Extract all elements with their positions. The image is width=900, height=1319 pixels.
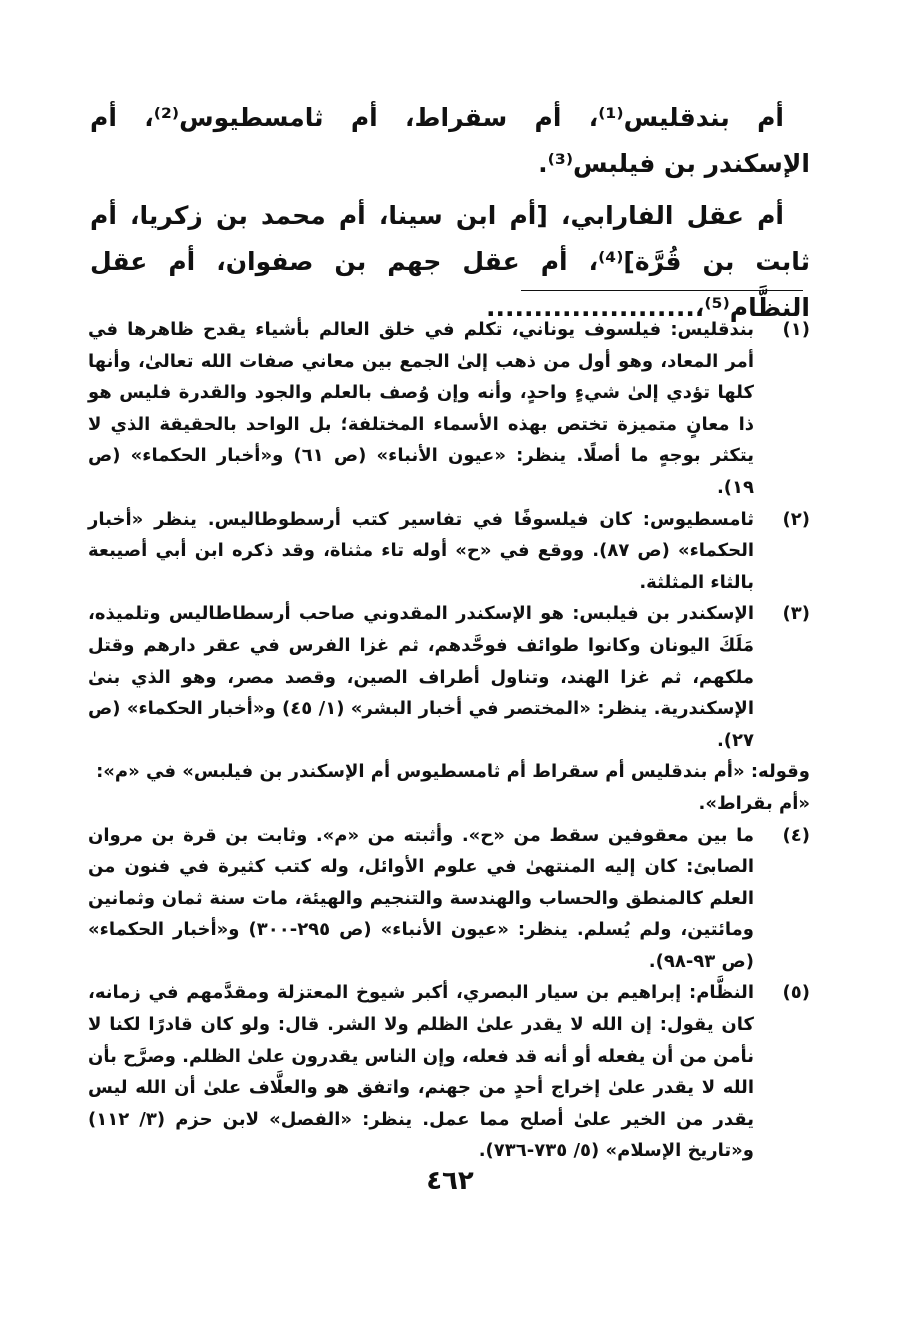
footnote-number: (٥): [782, 982, 810, 1004]
main-line-2: أم عقل الفارابي، [أم ابن سينا، أم محمد بن زكريا، أم ثابت بن قُرَّة]⁽⁴⁾، أم عقل جهم بن صفوان، أم عقل النظَّام⁽⁵⁾،: [90, 201, 810, 322]
footnote-text: ثامسطيوس: كان فيلسوفًا في تفاسير كتب أرسطوطاليس. ينظر «أخبار الحكماء» (ص ٨٧). ووقع في «ح» أوله تاء مثناة، وقد ذكره ابن أبي أصيبعة بالثاء المثلثة.: [88, 508, 755, 593]
footnote-2: [88, 504, 810, 599]
main-paragraph-2: [90, 193, 810, 331]
footnote-1: [88, 314, 810, 504]
footnote-number: (٤): [782, 824, 810, 846]
footnote-3: [88, 598, 810, 756]
footnote-5: [88, 977, 810, 1167]
footnote-divider: [521, 290, 803, 291]
ellipsis-dots: ......................: [485, 293, 695, 322]
footnote-number: (٢): [782, 508, 810, 530]
footnote-text: بندقليس: فيلسوف يوناني، تكلم في خلق العالم بأشياء يقدح ظاهرها في أمر المعاد، وهو أول من ذهب إلىٰ الجمع بين معاني صفات الله تعالىٰ، وأنها كلها تؤدي إلىٰ شيءٍ واحدٍ، وأنه وإن وُصف بالعلم والجود والقدرة فليس هو ذا معانٍ متميزة تختص بهذه الأسماء المختلفة؛ بل الواحد بالحقيقة الذي لا يتكثر بوجهٍ ما أصلًا. ينظر: «عيون الأنباء» (ص ٦١) و«أخبار الحكماء» (ص ١٩).: [88, 319, 755, 498]
main-text: [90, 95, 810, 337]
footnotes: [88, 314, 810, 1167]
main-line-1: أم بندقليس⁽¹⁾، أم سقراط، أم ثامسطيوس⁽²⁾، أم الإسكندر بن فيلبس⁽³⁾.: [90, 103, 810, 178]
footnote-text: ما بين معقوفين سقط من «ح». وأثبته من «م». وثابت بن قرة بن مروان الصابئ: كان إليه المنتهىٰ في علوم الأوائل، وله كتب كثيرة في فنون من العلم كالمنطق والحساب والهندسة والتنجيم والهيئة، مات سنة ثمان وثمانين ومائتين، ولم يُسلم. ينظر: «عيون الأنباء» (ص ٢٩٥-٣٠٠) و«أخبار الحكماء» (ص ٩٣-٩٨).: [88, 824, 754, 972]
footnote-text: الإسكندر بن فيلبس: هو الإسكندر المقدوني صاحب أرسطاطاليس وتلميذه، مَلَكَ اليونان وكانوا طوائف فوحَّدهم، ثم غزا الفرس في عقر دارهم وقتل ملكهم، ثم غزا الهند، وتناول أطراف الصين، وقصد مصر، وهو الذي بنىٰ الإسكندرية. ينظر: «المختصر في أخبار البشر» (١/ ٤٥) و«أخبار الحكماء» (ص ٢٧).: [88, 603, 754, 751]
footnote-number: (١): [782, 319, 810, 340]
variant-note: وقوله: «أم بندقليس أم سقراط أم ثامسطيوس أم الإسكندر بن فيلبس» في «م»: «أم بقراط».: [96, 761, 810, 814]
footnote-text: النظَّام: إبراهيم بن سيار البصري، أكبر شيوخ المعتزلة ومقدَّمهم في زمانه، كان يقول: إن الله لا يقدر علىٰ الظلم ولا الشر. قال: ولو كان قادرًا لكنا لا نأمن من أن يفعله أو أنه قد فعله، وإن الناس يقدرون علىٰ الظلم. وصرَّح بأن الله لا يقدر علىٰ إخراج أحدٍ من جهنم، واتفق هو والعلَّاف علىٰ أن الله ليس يقدر من الخير علىٰ أصلح مما عمل. ينظر: «الفصل» لابن حزم (٣/ ١١٢) و«تاريخ الإسلام» (٥/ ٧٣٥-٧٣٦).: [88, 982, 754, 1162]
footnote-number: (٣): [782, 603, 810, 625]
footnote-4: [88, 820, 810, 978]
page-number: ٤٦٢: [426, 1166, 474, 1196]
